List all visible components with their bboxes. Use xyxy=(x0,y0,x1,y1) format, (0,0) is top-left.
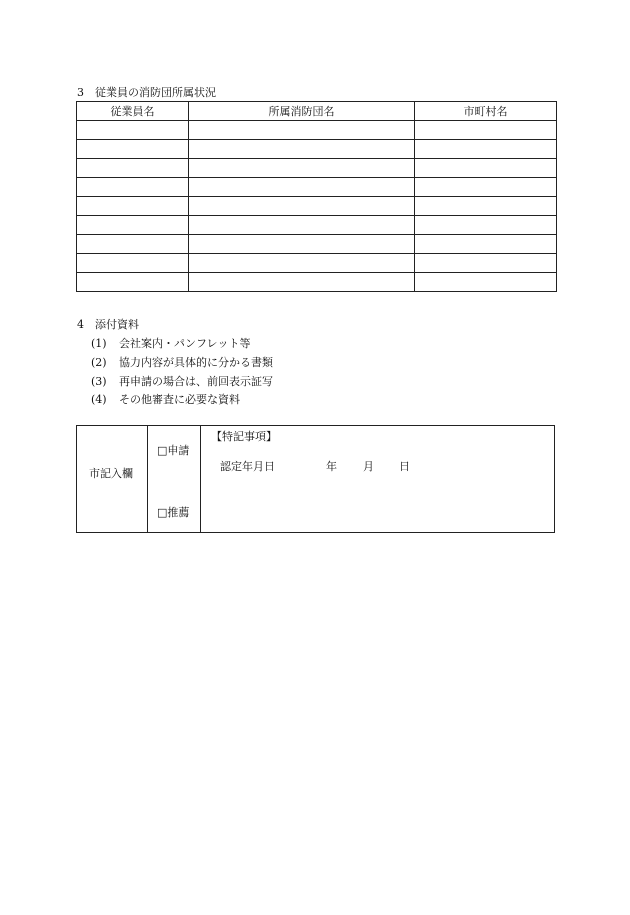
section-3-title: 3 従業員の消防団所属状況 xyxy=(77,86,216,99)
employee-name-cell[interactable] xyxy=(77,140,189,159)
attachment-number: (4) xyxy=(91,393,107,406)
employee-name-cell[interactable] xyxy=(77,235,189,254)
municipality-name-cell[interactable] xyxy=(415,254,557,273)
attachment-item xyxy=(91,354,273,370)
attachment-number: (3) xyxy=(91,375,107,388)
table-row xyxy=(77,159,557,178)
day-label: 日 xyxy=(399,460,410,473)
header-employee-name: 従業員名 xyxy=(77,102,189,121)
employee-name-cell[interactable] xyxy=(77,197,189,216)
city-entry-label-cell xyxy=(77,426,148,532)
employee-name-cell[interactable] xyxy=(77,254,189,273)
fire-brigade-name-cell[interactable] xyxy=(189,178,415,197)
fire-brigade-name-cell[interactable] xyxy=(189,216,415,235)
employee-name-cell[interactable] xyxy=(77,178,189,197)
attachment-item xyxy=(91,335,250,351)
special-notes-cell xyxy=(201,426,554,532)
city-entry-box xyxy=(76,425,555,533)
employee-name-cell[interactable] xyxy=(77,273,189,292)
attachment-text: 会社案内・パンフレット等 xyxy=(119,337,251,350)
section-4-title: 4 添付資料 xyxy=(77,318,139,331)
table-row xyxy=(77,235,557,254)
fire-brigade-name-cell[interactable] xyxy=(189,159,415,178)
attachment-item xyxy=(91,373,273,389)
fire-brigade-name-cell[interactable] xyxy=(189,235,415,254)
recommendation-checkbox[interactable]: □推薦 xyxy=(157,506,190,519)
table-row xyxy=(77,121,557,140)
special-notes-title: 【特記事項】 xyxy=(211,430,277,443)
table-row xyxy=(77,140,557,159)
municipality-name-cell[interactable] xyxy=(415,178,557,197)
municipality-name-cell[interactable] xyxy=(415,216,557,235)
municipality-name-cell[interactable] xyxy=(415,121,557,140)
municipality-name-cell[interactable] xyxy=(415,159,557,178)
municipality-name-cell[interactable] xyxy=(415,235,557,254)
table-row xyxy=(77,197,557,216)
table-row xyxy=(77,178,557,197)
table-row xyxy=(77,273,557,292)
fire-brigade-name-cell[interactable] xyxy=(189,140,415,159)
fire-brigade-name-cell[interactable] xyxy=(189,121,415,140)
table-row xyxy=(77,216,557,235)
certification-date-label: 認定年月日 xyxy=(220,460,275,473)
fire-brigade-name-cell[interactable] xyxy=(189,273,415,292)
attachment-text: その他審査に必要な資料 xyxy=(119,393,240,406)
table-header-row xyxy=(77,102,557,121)
attachment-number: (1) xyxy=(91,337,107,350)
municipality-name-cell[interactable] xyxy=(415,197,557,216)
header-fire-brigade-name: 所属消防団名 xyxy=(189,102,415,121)
employee-name-cell[interactable] xyxy=(77,216,189,235)
municipality-name-cell[interactable] xyxy=(415,140,557,159)
type-option-cell xyxy=(148,426,201,532)
fire-brigade-name-cell[interactable] xyxy=(189,254,415,273)
table-row xyxy=(77,254,557,273)
city-entry-label: 市記入欄 xyxy=(89,467,133,480)
employee-name-cell[interactable] xyxy=(77,121,189,140)
month-label: 月 xyxy=(363,460,374,473)
municipality-name-cell[interactable] xyxy=(415,273,557,292)
attachment-text: 再申請の場合は、前回表示証写 xyxy=(119,375,273,388)
employee-fire-brigade-table xyxy=(76,101,557,292)
header-municipality-name: 市町村名 xyxy=(415,102,557,121)
attachment-item xyxy=(91,391,240,407)
employee-name-cell[interactable] xyxy=(77,159,189,178)
attachment-number: (2) xyxy=(91,356,107,369)
application-checkbox[interactable]: □申請 xyxy=(157,444,190,457)
year-label: 年 xyxy=(326,460,337,473)
fire-brigade-name-cell[interactable] xyxy=(189,197,415,216)
attachment-text: 協力内容が具体的に分かる書類 xyxy=(119,356,273,369)
